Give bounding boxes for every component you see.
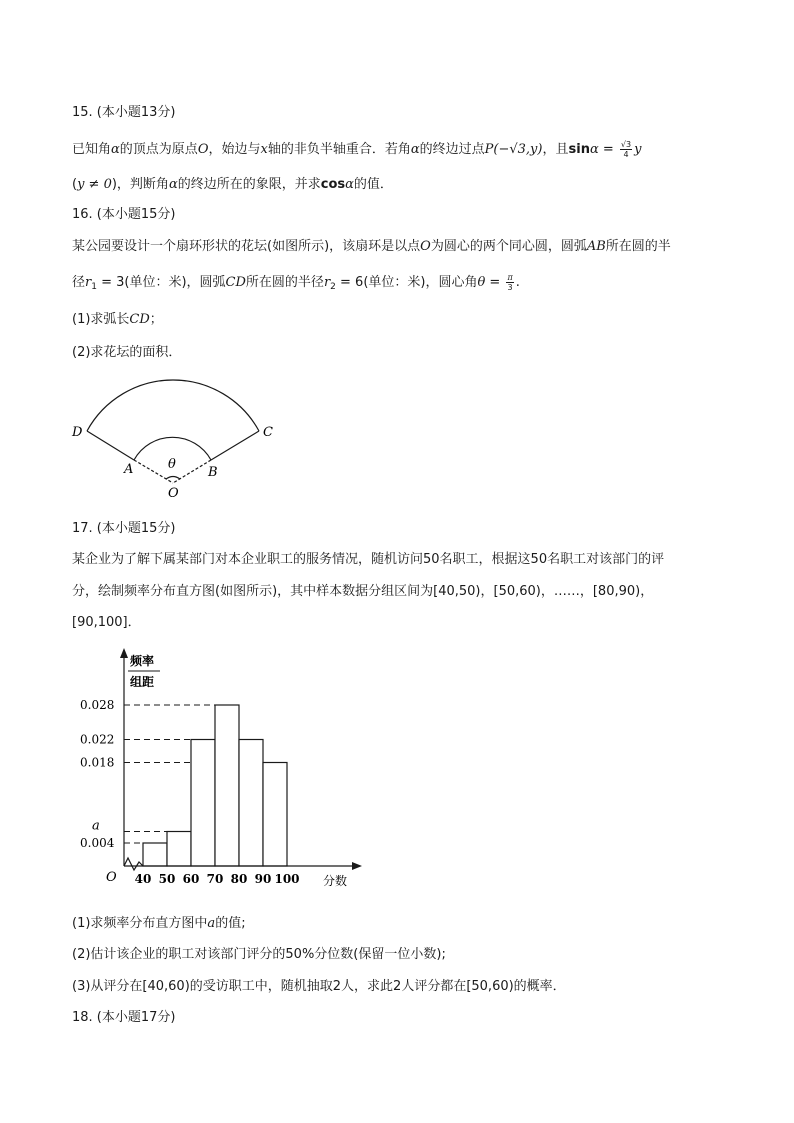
histogram-bar-90-100 — [263, 763, 287, 867]
q16-line1: 某公园要设计一个扇环形状的花坛(如图所示)，该扇环是以点O为圆心的两个同心圆，圆弧AB所在圆的半 — [72, 239, 671, 254]
q15-line2: (y ≠ 0)，判断角α的终边所在的象限，并求cosα的值． — [72, 177, 393, 192]
y-tick-label: 0.004 — [80, 836, 115, 850]
q15-fraction: $\frac{√3}{4}$ — [620, 140, 632, 159]
y-axis-arrow — [120, 648, 128, 658]
q17-part3: (3)从评分在[40,60)的受访职工中，随机抽取2人，求此2人评分都在[50,60)的概率． — [72, 979, 566, 994]
x-tick-label: 70 — [206, 872, 224, 886]
q16-part1: (1)求弧长CD； — [72, 312, 163, 327]
x-axis-arrow — [352, 862, 362, 870]
ylabel-top: 频率 — [130, 654, 155, 668]
label-o: O — [168, 486, 179, 501]
q17-part2: (2)估计该企业的职工对该部门评分的50%分位数(保留一位小数); — [72, 947, 446, 962]
q17-part1: (1)求频率分布直方图中a的值; — [72, 916, 246, 931]
label-d: D — [72, 425, 83, 440]
q15-line1: 已知角α的顶点为原点O，始边与x轴的非负半轴重合．若角α的终边过点P(−√3,y)，且sinα = $\frac{√3}{4}$ y — [72, 140, 642, 159]
x-tick-label: 60 — [182, 872, 200, 886]
label-c: C — [263, 425, 273, 440]
q16-part2: (2)求花坛的面积． — [72, 345, 182, 360]
label-a: A — [124, 462, 134, 477]
x-tick-label: 40 — [134, 872, 152, 886]
histogram-bar-70-80 — [215, 705, 239, 866]
y-tick-label: 0.022 — [80, 732, 115, 747]
q15-header: 15. (本小题13分) — [72, 105, 176, 120]
q18-header: 18. (本小题17分) — [72, 1010, 176, 1025]
y-tick-label: 0.028 — [80, 698, 115, 712]
label-b: B — [208, 465, 218, 480]
q17-line2: 分，绘制频率分布直方图(如图所示)，其中样本数据分组区间为[40,50)，[50,60)，……，[80,90)， — [72, 584, 654, 599]
histogram-bar-60-70 — [191, 740, 215, 867]
axis-break — [124, 858, 143, 870]
ylabel-bottom: 组距 — [130, 675, 155, 689]
x-tick-label: 50 — [158, 872, 176, 886]
origin-label: O — [106, 870, 117, 885]
q16-fraction: $\frac{\pi}{3}$ — [507, 273, 513, 292]
q17-line1: 某企业为了解下属某部门对本企业职工的服务情况，随机访问50名职工，根据这50名职工对该部门的评 — [72, 552, 665, 567]
q17-line3: [90,100]． — [72, 615, 141, 630]
q16-line2: 径$r_1 = 3$(单位：米)，圆弧CD所在圆的半径$r_2 = 6$(单位：米)，圆心角θ = $\frac{\pi}{3}$ . — [72, 273, 520, 292]
x-tick-label: 90 — [254, 872, 272, 886]
label-theta: θ — [168, 457, 176, 472]
x-tick-label: 100 — [274, 872, 300, 886]
histogram-bar-40-50 — [143, 843, 167, 866]
y-tick-label: a — [92, 818, 100, 834]
y-tick-label: 0.018 — [80, 755, 115, 770]
histogram-bar-50-60 — [167, 832, 191, 867]
xlabel: 分数 — [323, 874, 348, 888]
histogram-bar-80-90 — [239, 740, 263, 867]
x-tick-label: 80 — [230, 872, 248, 886]
q17-header: 17. (本小题15分) — [72, 521, 176, 536]
q16-header: 16. (本小题15分) — [72, 207, 176, 222]
